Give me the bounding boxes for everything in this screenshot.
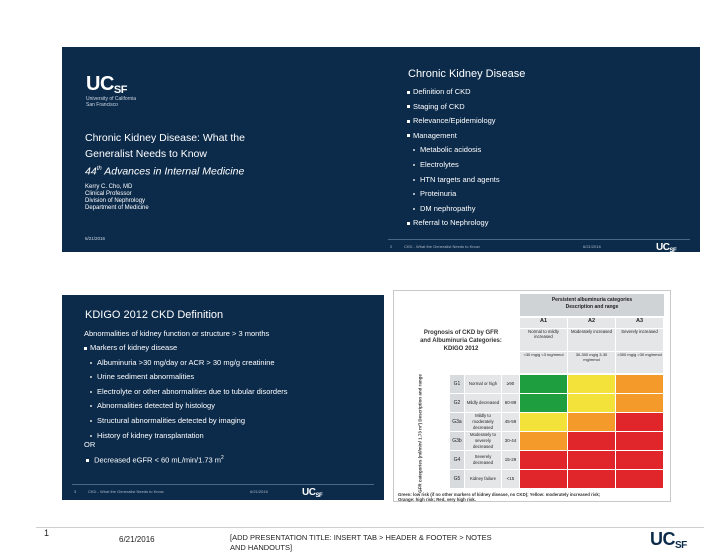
dot-bullet-icon — [413, 179, 415, 181]
gfr-row-cell: Mildly to moderately decreased — [465, 413, 501, 431]
risk-cell — [616, 394, 663, 412]
dot-bullet-icon — [413, 208, 415, 210]
s3list-item: Abnormalities detected by histology — [84, 399, 288, 414]
s2list-item: Electrolytes — [407, 158, 500, 173]
dot-bullet-icon — [413, 164, 415, 166]
s3list-item: Markers of kidney disease — [84, 341, 288, 356]
column-header-cell: <30 mg/g <3 mg/mmol — [520, 352, 567, 373]
slide-3-or: OR — [84, 440, 96, 449]
gfr-row-cell: G1 — [450, 375, 464, 393]
gfr-row-cell: G3a — [450, 413, 464, 431]
slide-2-footer-date: 6/21/2016 — [583, 244, 601, 249]
slide-1-heading: Chronic Kidney Disease: What the Generalist Needs to Know 44th Advances in Internal Medicine — [85, 131, 245, 180]
slide-2-logo: UCSF — [656, 242, 677, 254]
risk-cell — [568, 432, 615, 450]
risk-cell — [616, 375, 663, 393]
dot-bullet-icon — [90, 420, 92, 422]
dot-bullet-icon — [90, 435, 92, 437]
slide-3-footer-line — [72, 484, 374, 485]
gfr-side-label: GFR categories (ml/min/ 1.73 m²) Description and range — [417, 374, 423, 493]
slide-2-footer-title: CKD - What the Generalist Needs to Know — [404, 244, 480, 249]
s2list-item: Proteinuria — [407, 187, 500, 202]
risk-cell — [568, 451, 615, 469]
risk-cell — [616, 451, 663, 469]
presentation-title-placeholder: [ADD PRESENTATION TITLE: INSERT TAB > HEADER & FOOTER > NOTES AND HANDOUTS] — [230, 533, 492, 552]
risk-cell — [568, 413, 615, 431]
risk-legend: Green: low risk (if no other markers of kidney disease, no CKD); Yellow: moderately increased risk; Orange: high risk; Red, very high risk. — [398, 492, 601, 502]
slide-2-outline[interactable] — [378, 47, 700, 252]
slide-1-date: 6/21/2016 — [85, 236, 106, 241]
page-number: 1 — [44, 528, 50, 538]
column-header-cell: A3 — [616, 318, 663, 328]
risk-cell — [616, 432, 663, 450]
slide-2-title: Chronic Kidney Disease — [408, 68, 526, 80]
risk-cell — [616, 470, 663, 488]
gfr-row-cell: ≥90 — [502, 375, 519, 393]
slide-3-footer-num: 3 — [74, 489, 77, 494]
slide-3-logo: UCSF — [302, 487, 323, 499]
gfr-row-cell: <15 — [502, 470, 519, 488]
dot-bullet-icon — [90, 362, 92, 364]
gfr-row-cell: G3b — [450, 432, 464, 450]
slide-2-footer-num: 2 — [390, 244, 393, 249]
university-name: University of California San Francisco — [86, 96, 137, 108]
s2list-item: Metabolic acidosis — [407, 143, 500, 158]
s2list-item: DM nephropathy — [407, 202, 500, 217]
page-ucsf-logo: UCSF — [650, 529, 687, 551]
risk-cell — [568, 470, 615, 488]
dot-bullet-icon — [90, 391, 92, 393]
s2list-item: Staging of CKD — [407, 100, 500, 115]
column-header-cell: >300 mg/g >30 mg/mmol — [616, 352, 663, 373]
gfr-row-cell: Normal or high — [465, 375, 501, 393]
slide-3-egfr: Decreased eGFR < 60 mL/min/1.73 $m^2$ — [86, 455, 224, 465]
slide-1-title[interactable] — [62, 47, 384, 252]
albuminuria-header: Persistent albuminuria categories Description and range — [520, 294, 664, 316]
gfr-row-cell: Kidney failure — [465, 470, 501, 488]
column-header-cell: Severely increased — [616, 329, 663, 351]
s2list-item: Definition of CKD — [407, 85, 500, 100]
dot-bullet-icon — [90, 376, 92, 378]
square-bullet-icon — [84, 347, 87, 350]
slide-2-bullets — [407, 85, 500, 231]
square-bullet-icon — [407, 91, 410, 94]
s3list-item: Urine sediment abnormalities — [84, 370, 288, 385]
gfr-row-cell: Moderately to severely decreased — [465, 432, 501, 450]
gfr-row-cell: G2 — [450, 394, 464, 412]
risk-cell — [520, 394, 567, 412]
gfr-row-cell: 45-59 — [502, 413, 519, 431]
column-header-cell: Normal to mildly increased — [520, 329, 567, 351]
slide-3-footer-title: CKD - What the Generalist Needs to Know — [88, 489, 164, 494]
page-date: 6/21/2016 — [119, 535, 155, 544]
slide-3-bullets — [84, 341, 288, 443]
ucsf-logo: UCSF — [86, 73, 127, 96]
conference-name: 44th Advances in Internal Medicine — [85, 165, 245, 178]
page-divider — [36, 527, 704, 528]
gfr-row-cell: 30-44 — [502, 432, 519, 450]
column-header-cell: Moderately increased — [568, 329, 615, 351]
square-bullet-icon — [407, 134, 410, 137]
gfr-row-cell: G4 — [450, 451, 464, 469]
dot-bullet-icon — [413, 193, 415, 195]
risk-cell — [616, 413, 663, 431]
author-info: Kerry C. Cho, MD Clinical Professor Division of Nephrology Department of Medicine — [85, 184, 149, 211]
s2list-item: Referral to Nephrology — [407, 216, 500, 231]
gfr-row-cell: G5 — [450, 470, 464, 488]
slide-3-intro: Abnormalities of kidney function or structure > 3 months — [84, 329, 270, 338]
slide-3-definition[interactable] — [62, 295, 384, 500]
s3list-item: History of kidney transplantation — [84, 429, 288, 444]
dot-bullet-icon — [413, 149, 415, 151]
slide-3-footer-date: 6/21/2016 — [250, 489, 268, 494]
gfr-row-cell: 60-89 — [502, 394, 519, 412]
column-header-cell: A2 — [568, 318, 615, 328]
gfr-row-cell: 15-29 — [502, 451, 519, 469]
gfr-row-cell: Severely decreased — [465, 451, 501, 469]
s3list-item: Albuminuria >30 mg/day or ACR > 30 mg/g creatinine — [84, 356, 288, 371]
s3list-item: Electrolyte or other abnormalities due to tubular disorders — [84, 385, 288, 400]
column-header-cell: A1 — [520, 318, 567, 328]
risk-cell — [568, 394, 615, 412]
square-bullet-icon — [407, 222, 410, 225]
risk-cell — [520, 375, 567, 393]
slide-3-title: KDIGO 2012 CKD Definition — [85, 309, 224, 321]
risk-cell — [520, 451, 567, 469]
risk-cell — [520, 413, 567, 431]
s3list-item: Structural abnormalities detected by imaging — [84, 414, 288, 429]
s2list-item: HTN targets and agents — [407, 173, 500, 188]
s2list-item: Management — [407, 129, 500, 144]
risk-cell — [520, 470, 567, 488]
gfr-row-cell: Mildly decreased — [465, 394, 501, 412]
risk-cell — [568, 375, 615, 393]
dot-bullet-icon — [90, 405, 92, 407]
risk-cell — [520, 432, 567, 450]
s2list-item: Relevance/Epidemiology — [407, 114, 500, 129]
slide-2-footer-line — [388, 239, 690, 240]
column-header-cell: 30-300 mg/g 3-30 mg/mmol — [568, 352, 615, 373]
square-bullet-icon — [407, 105, 410, 108]
prognosis-title: Prognosis of CKD by GFR and Albuminuria Categories: KDIGO 2012 — [420, 330, 502, 352]
slide-4-heatmap[interactable] — [393, 290, 671, 502]
square-bullet-icon — [407, 120, 410, 123]
